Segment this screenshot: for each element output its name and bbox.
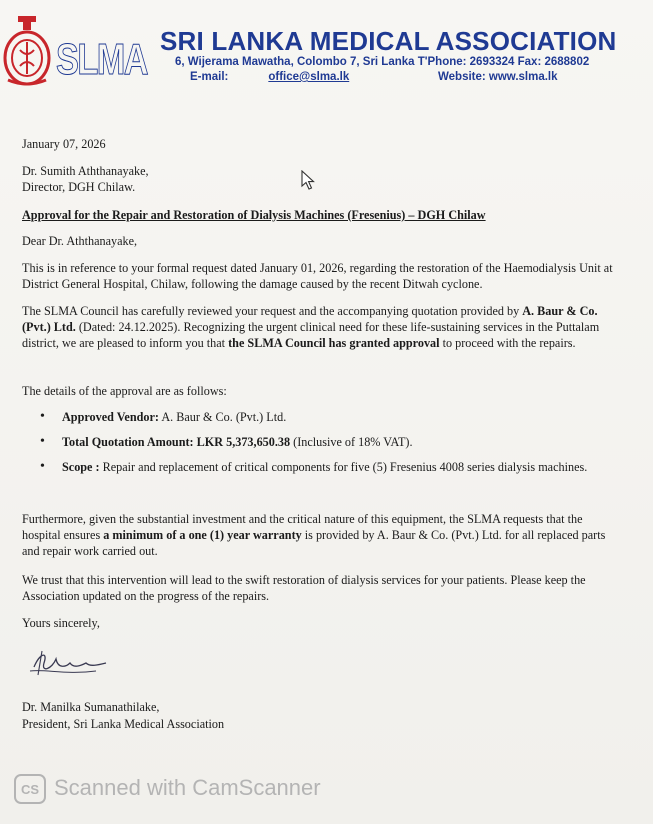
slma-logo-text: SLMA xyxy=(56,35,147,84)
detail-item-scope xyxy=(22,459,612,475)
slma-emblem-icon xyxy=(2,14,52,90)
paragraph-warranty-text: is provided by A. Baur & Co. (Pvt.) Ltd. for all replaced parts and repair work carried out. xyxy=(22,528,606,558)
letterhead-email-row xyxy=(190,71,349,83)
salutation: Dear Dr. Aththanayake, xyxy=(22,234,138,248)
paragraph-closing: We trust that this intervention will lead to the swift restoration of dialysis services for your patients. Please keep the Association updated on the progress of the repairs. xyxy=(22,573,586,603)
paragraph-approval-text: The SLMA Council has carefully reviewed your request and the accompanying quotation provided by xyxy=(22,304,523,318)
camscanner-badge-text: CS xyxy=(20,782,40,797)
letterhead-address: 6, Wijerama Mawatha, Colombo 7, Sri Lanka T'Phone: 2693324 Fax: 2688802 xyxy=(175,56,590,68)
approval-statement: the SLMA Council has granted approval xyxy=(228,336,440,350)
paragraph-approval-text: (Dated: 24.12.2025). Recognizing the urgent clinical need for these life-sustaining services in the Puttalam district, we are pleased to inform you that xyxy=(22,320,600,350)
organization-name: SRI LANKA MEDICAL ASSOCIATION xyxy=(160,26,617,56)
paragraph-approval-text: to proceed with the repairs. xyxy=(439,336,576,350)
vendor-name: A. Baur & Co. (Pvt.) Ltd. xyxy=(22,304,598,334)
detail-label: Scope : xyxy=(62,460,100,474)
paragraph-warranty-text: Furthermore, given the substantial investment and the critical nature of this equipment, the SLMA requests that the hospital ensures xyxy=(22,512,583,542)
signer-title: President, Sri Lanka Medical Association xyxy=(22,717,225,731)
detail-text: Repair and replacement of critical components for five (5) Fresenius 4008 series dialysis machines. xyxy=(99,460,588,474)
detail-label: Approved Vendor: xyxy=(62,410,159,424)
detail-item-amount xyxy=(22,434,612,450)
recipient-title: Director, DGH Chilaw. xyxy=(22,180,136,194)
paragraph-approval xyxy=(22,303,622,351)
details-intro: The details of the approval are as follows: xyxy=(22,384,227,398)
camscanner-watermark: Scanned with CamScanner xyxy=(54,775,321,800)
detail-label: Total Quotation Amount: LKR 5,373,650.38 xyxy=(62,435,291,449)
camscanner-logo-icon xyxy=(14,774,46,804)
letter-subject: Approval for the Repair and Restoration of Dialysis Machines (Fresenius) – DGH Chilaw xyxy=(22,208,486,222)
letter-date: January 07, 2026 xyxy=(22,137,106,151)
email-label: E-mail: xyxy=(190,71,229,83)
handwritten-signature xyxy=(26,645,116,681)
letterhead-website: Website: www.slma.lk xyxy=(438,71,558,83)
detail-text: A. Baur & Co. (Pvt.) Ltd. xyxy=(158,410,287,424)
paragraph-reference: This is in reference to your formal request dated January 01, 2026, regarding the restoration of the Haemodialysis Unit at District General Hospital, Chilaw, following the damage caused by the recent Ditwah cyclone. xyxy=(22,261,613,291)
detail-text: (Inclusive of 18% VAT). xyxy=(290,435,413,449)
paragraph-warranty xyxy=(22,511,622,559)
signer-name: Dr. Manilka Sumanathilake, xyxy=(22,700,160,714)
detail-item-vendor xyxy=(22,409,612,425)
email-link[interactable]: office@slma.lk xyxy=(268,71,350,83)
recipient-name: Dr. Sumith Aththanayake, xyxy=(22,164,149,178)
closing-line: Yours sincerely, xyxy=(22,616,100,630)
warranty-requirement: a minimum of a one (1) year warranty xyxy=(103,528,302,542)
approval-details-list xyxy=(22,409,612,484)
